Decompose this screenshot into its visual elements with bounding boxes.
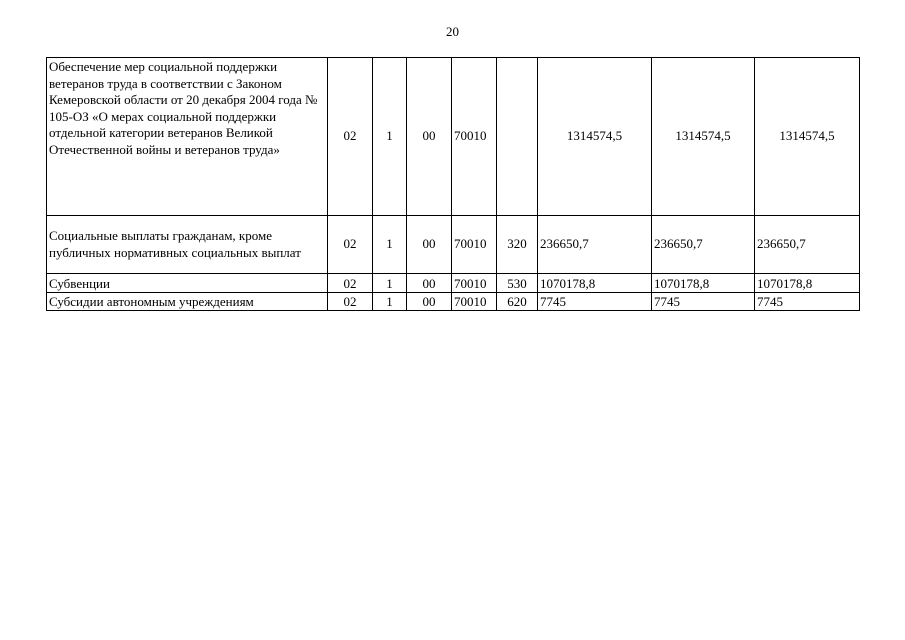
section-code: 02 [328,58,373,216]
amount-year-3: 236650,7 [755,216,860,274]
table-row [47,274,860,293]
row-name: Субвенции [47,274,328,293]
section-code: 02 [328,274,373,293]
amount-year-2: 1070178,8 [652,274,755,293]
event-code: 00 [407,293,452,311]
target-code: 70010 [452,274,497,293]
amount-year-1: 1314574,5 [538,58,652,216]
amount-year-2: 236650,7 [652,216,755,274]
table-row [47,293,860,311]
event-code: 00 [407,58,452,216]
table-row [47,58,860,216]
subprogram-code: 1 [373,293,407,311]
amount-year-3: 7745 [755,293,860,311]
amount-year-1: 1070178,8 [538,274,652,293]
amount-year-2: 1314574,5 [652,58,755,216]
expense-type-code: 320 [497,216,538,274]
event-code: 00 [407,216,452,274]
target-code: 70010 [452,293,497,311]
row-name: Обеспечение мер социальной поддержки ветеранов труда в соответствии с Законом Кемеровской области от 20 декабря 2004 года № 105-ОЗ «О мерах социальной поддержки отдельной категории ветеранов Великой Отечественной войны и ветеранов труда» [47,58,328,216]
expense-type-code [497,58,538,216]
row-name: Субсидии автономным учреждениям [47,293,328,311]
budget-table [46,57,860,311]
row-name: Социальные выплаты гражданам, кроме публичных нормативных социальных выплат [47,216,328,274]
amount-year-2: 7745 [652,293,755,311]
amount-year-3: 1070178,8 [755,274,860,293]
target-code: 70010 [452,216,497,274]
subprogram-code: 1 [373,58,407,216]
page-number: 20 [446,24,459,39]
subprogram-code: 1 [373,216,407,274]
expense-type-code: 620 [497,293,538,311]
table-row [47,216,860,274]
amount-year-1: 7745 [538,293,652,311]
subprogram-code: 1 [373,274,407,293]
target-code: 70010 [452,58,497,216]
section-code: 02 [328,216,373,274]
event-code: 00 [407,274,452,293]
section-code: 02 [328,293,373,311]
amount-year-3: 1314574,5 [755,58,860,216]
expense-type-code: 530 [497,274,538,293]
amount-year-1: 236650,7 [538,216,652,274]
